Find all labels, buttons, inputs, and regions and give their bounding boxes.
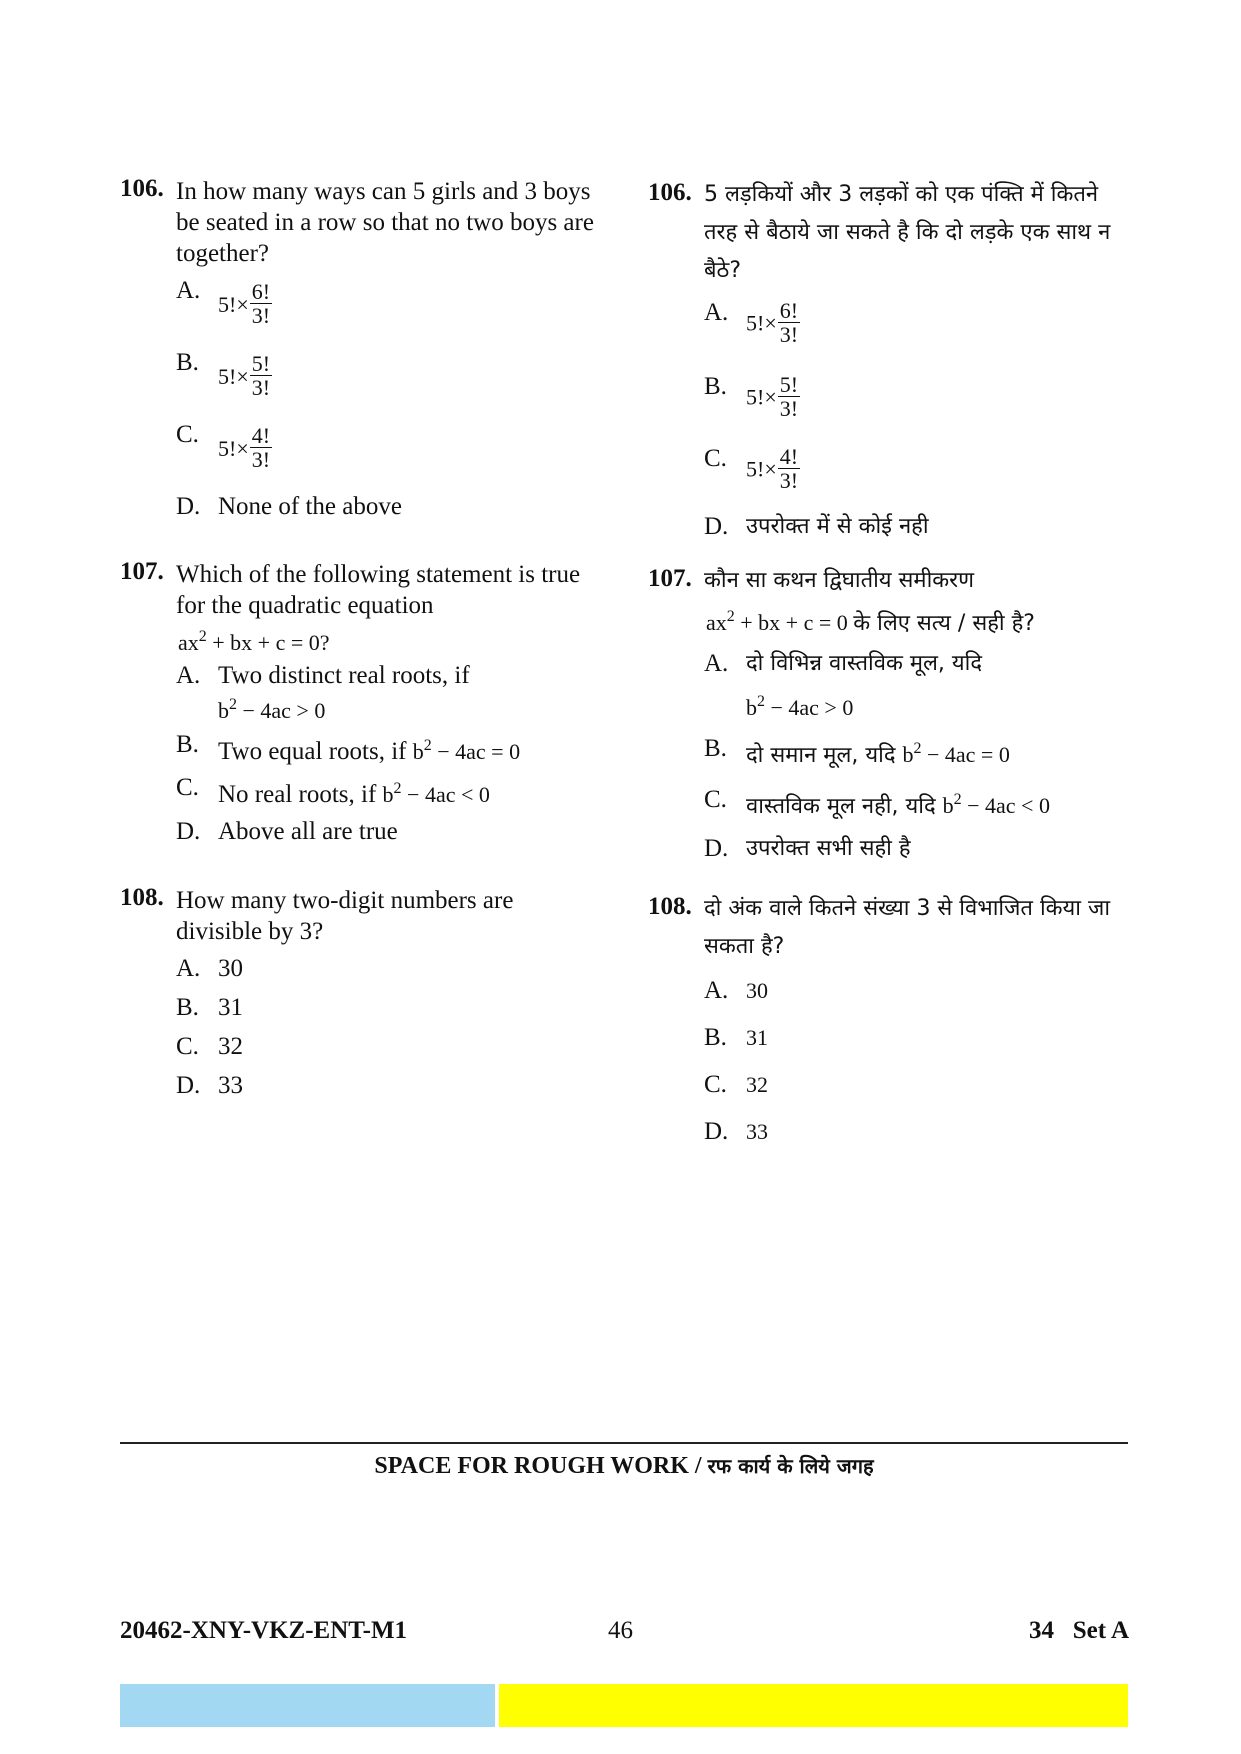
- question-text: दो अंक वाले कितने संख्या 3 से विभाजित किया जा सकता है?: [704, 896, 1111, 959]
- option-a[interactable]: A. 5!× $\frac{6!}{3!}$: [704, 298, 799, 347]
- condition: $b^2 - 4ac > 0$: [746, 693, 854, 720]
- option-a[interactable]: A. Two distinct real roots, if $b^2 - 4ac > 0$: [176, 662, 470, 723]
- option-b[interactable]: B. 31: [704, 1024, 768, 1051]
- question-number: 106.: [120, 175, 164, 202]
- option-d[interactable]: D. 33: [176, 1072, 243, 1099]
- condition: $b^2 - 4ac > 0$: [218, 696, 326, 723]
- option-a[interactable]: A. 30: [704, 977, 768, 1004]
- quadratic-equation: $ax^2$ + bx + c = 0?: [178, 628, 330, 655]
- page-number: 46: [608, 1617, 633, 1644]
- option-c[interactable]: C. No real roots, if $b^2 - 4ac < 0$: [176, 774, 490, 808]
- footer-bar-yellow: [499, 1684, 1128, 1727]
- quadratic-equation: $ax^2$ + bx + c = 0 के लिए सत्य / सही है?: [706, 608, 1035, 636]
- question-106-hi: [648, 176, 1138, 546]
- option-d[interactable]: D. 33: [704, 1118, 768, 1145]
- option-a[interactable]: A. 5!× $\frac{6!}{3!}$: [176, 277, 271, 328]
- option-c[interactable]: C. 32: [704, 1071, 768, 1098]
- hindi-column: [648, 176, 1138, 1152]
- option-b[interactable]: B. 5!× $\frac{5!}{3!}$: [704, 372, 799, 421]
- option-c[interactable]: C. वास्तविक मूल नही, यदि $b^2 - 4ac < 0$: [704, 786, 1050, 819]
- question-text: In how many ways can 5 girls and 3 boys be seated in a row so that no two boys are together?: [176, 178, 594, 267]
- rough-work-divider: [120, 1442, 1128, 1444]
- question-107-en: [120, 559, 600, 847]
- question-108-en: [120, 885, 600, 1101]
- option-c[interactable]: C. 5!× $\frac{4!}{3!}$: [176, 421, 271, 472]
- question-number: 108.: [648, 893, 692, 920]
- question-number: 107.: [648, 565, 692, 592]
- condition: $b^2 - 4ac = 0$: [412, 737, 521, 764]
- option-b[interactable]: B. दो समान मूल, यदि $b^2 - 4ac = 0$: [704, 735, 1010, 768]
- footer-bar-blue: [120, 1684, 495, 1727]
- question-text: How many two-digit numbers are divisible by 3?: [176, 887, 514, 945]
- option-b[interactable]: B. 5!× $\frac{5!}{3!}$: [176, 349, 271, 400]
- question-107-hi: [648, 562, 1138, 868]
- question-108-hi: [648, 890, 1138, 1152]
- question-number: 108.: [120, 884, 164, 911]
- paper-code: 20462-XNY-VKZ-ENT-M1: [120, 1617, 408, 1644]
- question-text: Which of the following statement is true for the quadratic equation: [176, 561, 581, 619]
- condition: $b^2 - 4ac = 0$: [902, 740, 1010, 767]
- english-column: [120, 176, 600, 1101]
- set-label: 34 Set A: [1029, 1617, 1129, 1644]
- option-c[interactable]: C. 32: [176, 1033, 243, 1060]
- question-text: कौन सा कथन द्विघातीय समीकरण: [704, 568, 975, 593]
- option-b[interactable]: B. Two equal roots, if $b^2 - 4ac = 0$: [176, 731, 521, 765]
- option-d[interactable]: D. Above all are true: [176, 818, 398, 845]
- question-number: 107.: [120, 558, 164, 585]
- option-a[interactable]: A. 30: [176, 955, 243, 982]
- option-a[interactable]: A. दो विभिन्न वास्तविक मूल, यदि $b^2 - 4ac > 0$: [704, 650, 983, 720]
- question-106-en: [120, 176, 600, 522]
- option-b[interactable]: B. 31: [176, 994, 243, 1021]
- question-text: 5 लड़कियों और 3 लड़कों को एक पंक्ति में कितने तरह से बैठाये जा सकते है कि दो लड़के एक साथ न बैठे?: [704, 182, 1111, 283]
- rough-work-heading: SPACE FOR ROUGH WORK / रफ कार्य के लिये जगह: [374, 1453, 874, 1479]
- option-d[interactable]: D. उपरोक्त में से कोई नही: [704, 513, 929, 540]
- condition: $b^2 - 4ac < 0$: [942, 791, 1050, 818]
- option-d[interactable]: D. None of the above: [176, 493, 402, 520]
- question-number: 106.: [648, 179, 692, 206]
- option-c[interactable]: C. 5!× $\frac{4!}{3!}$: [704, 444, 799, 493]
- option-d[interactable]: D. उपरोक्त सभी सही है: [704, 835, 911, 862]
- condition: $b^2 - 4ac < 0$: [382, 780, 490, 807]
